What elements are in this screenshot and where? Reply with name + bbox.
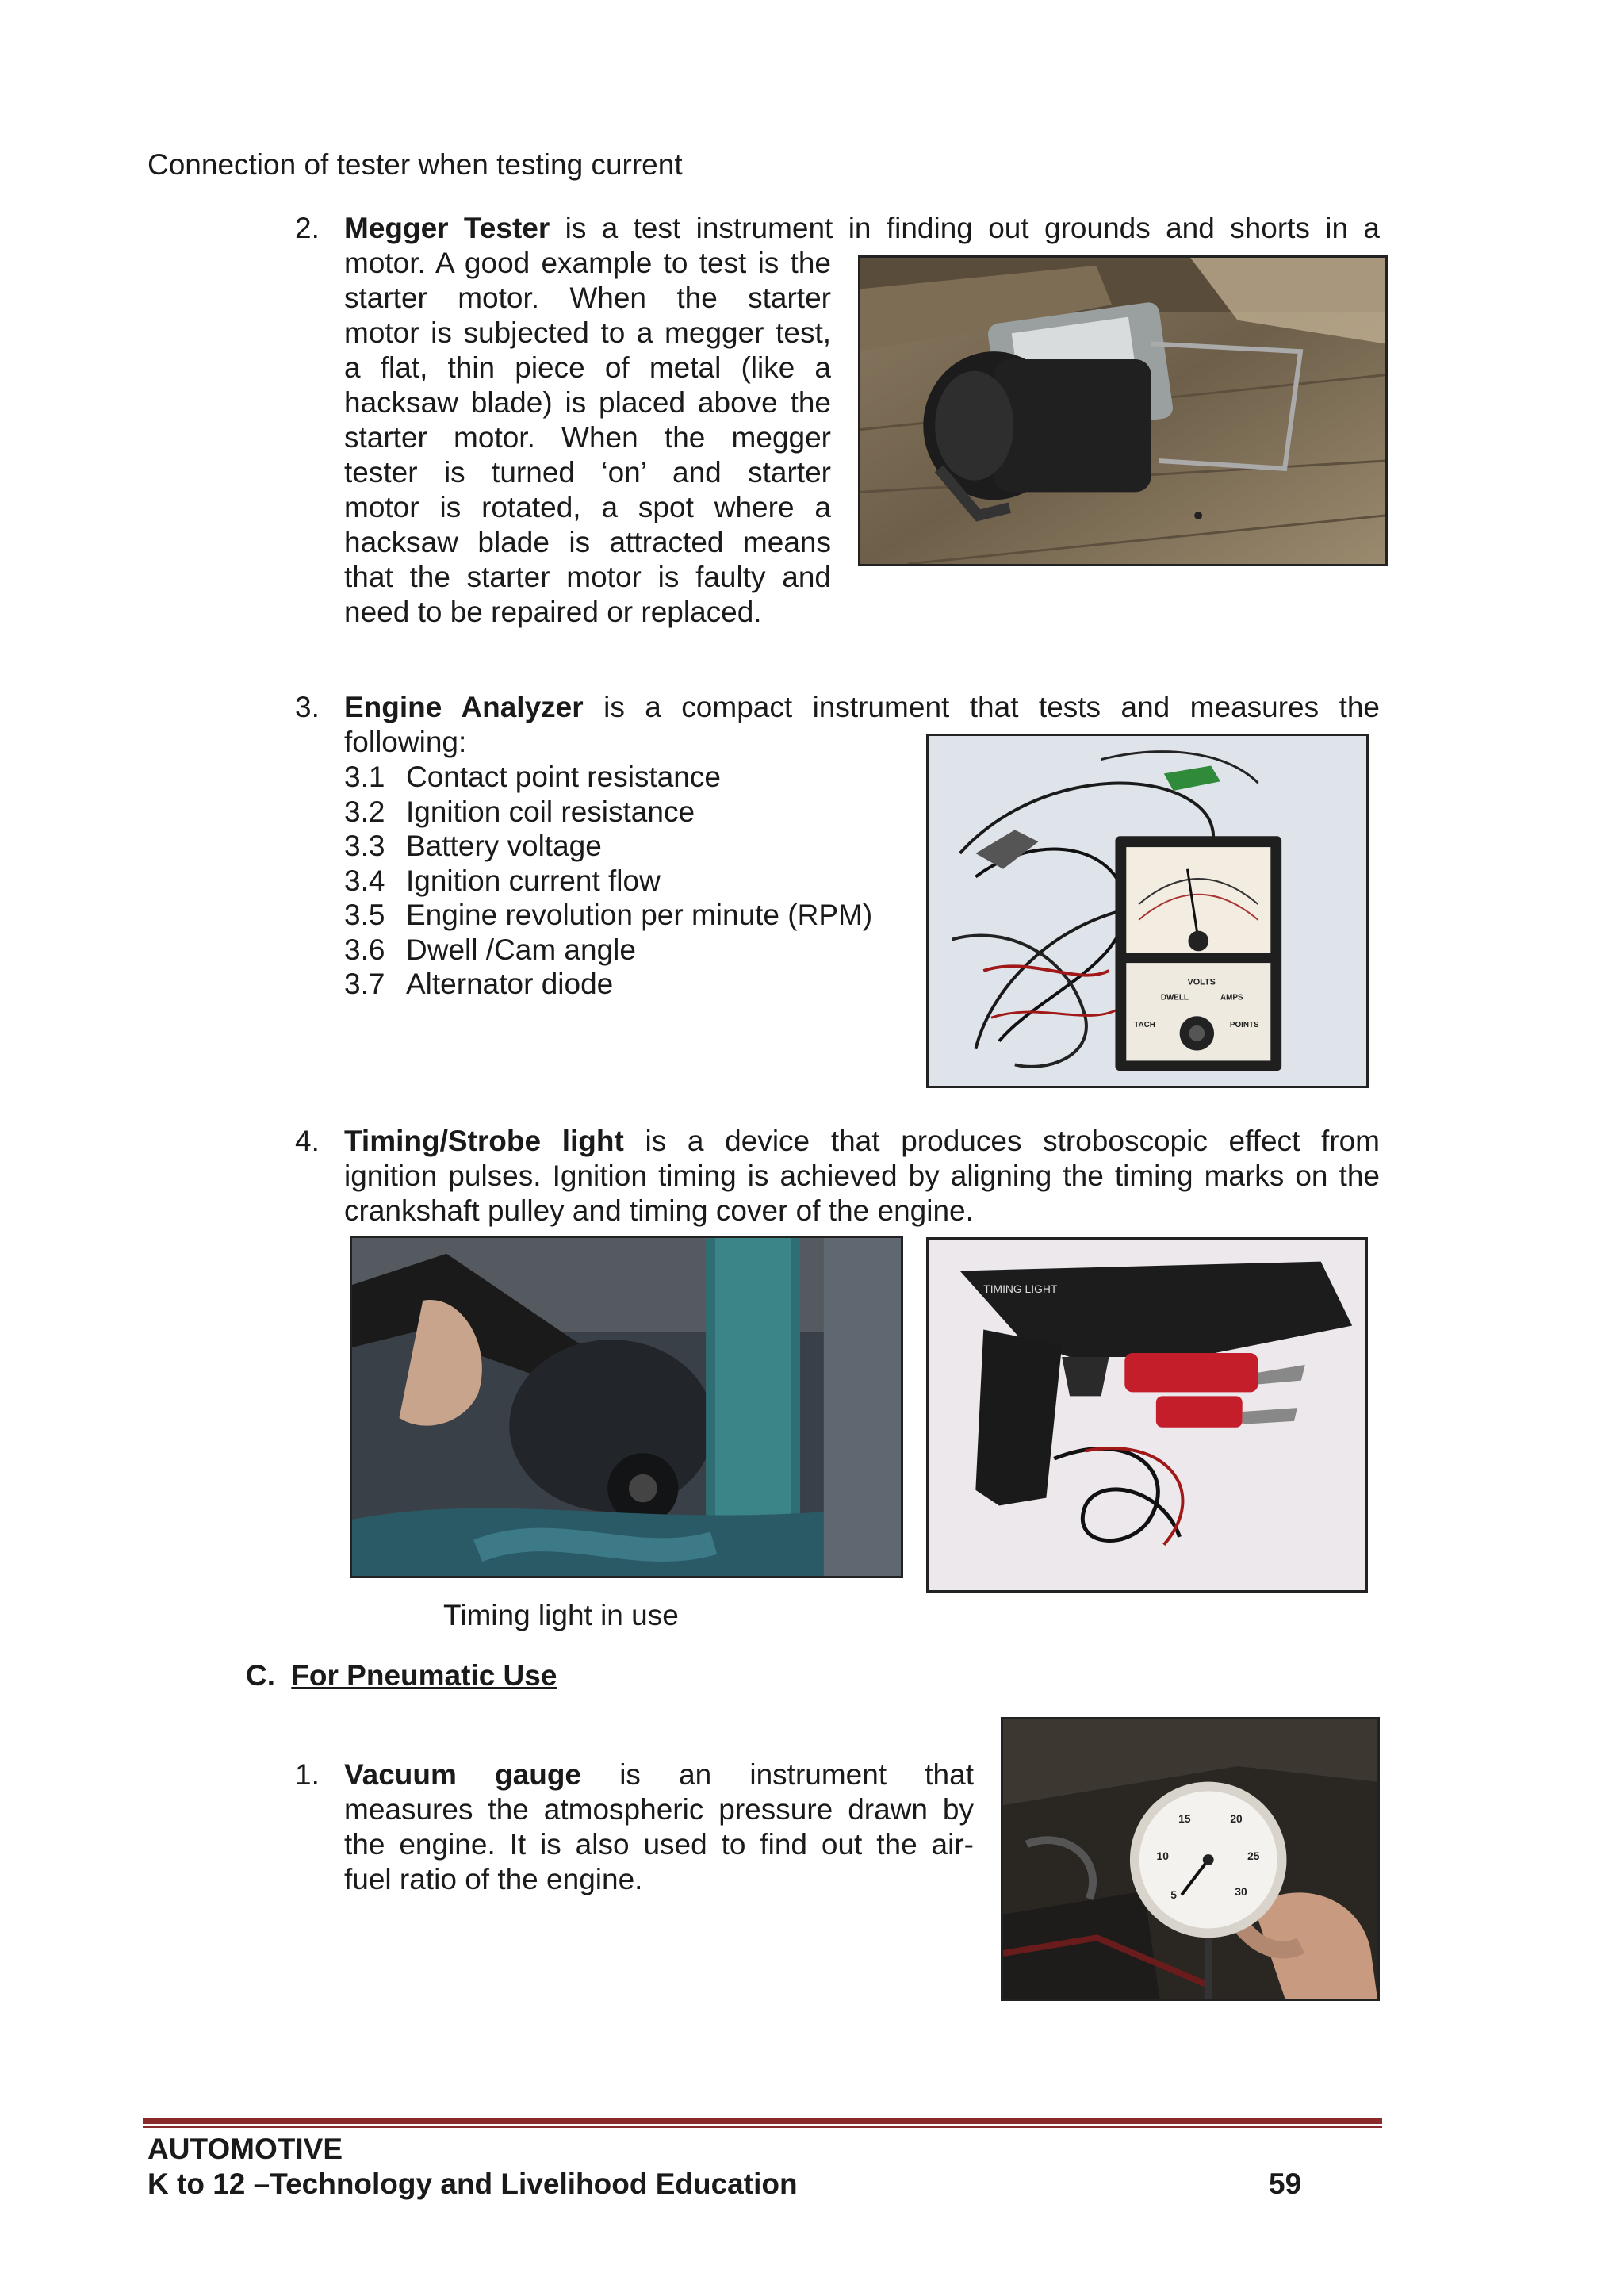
analyzer-label-dwell: DWELL <box>1160 993 1189 1002</box>
section-c-heading <box>246 1658 557 1693</box>
gauge-number: 10 <box>1156 1850 1169 1862</box>
list-item-text: Dwell /Cam angle <box>406 933 636 966</box>
section-c-letter: C. <box>246 1659 275 1692</box>
analyzer-label-volts: VOLTS <box>1187 977 1216 987</box>
list-item <box>344 864 872 899</box>
list-item-number: 3.2 <box>344 795 385 828</box>
vacuum-line: the engine. It is also used to find out the air- <box>344 1828 974 1861</box>
gauge-number: 5 <box>1170 1889 1178 1902</box>
list-item <box>344 829 872 864</box>
timing-intro-text: is a device that produces stroboscopic effect from <box>645 1125 1381 1157</box>
megger-line: starter motor. When the starter <box>344 282 831 314</box>
list-item <box>344 933 872 968</box>
list-item <box>344 967 872 1002</box>
megger-body <box>344 246 831 630</box>
list-item-number: 3.3 <box>344 830 385 862</box>
timing-light-in-use-photo <box>350 1236 903 1578</box>
vacuum-intro-text: is an instrument that <box>619 1758 974 1791</box>
analyzer-intro-text: is a compact instrument that tests and measures the <box>603 691 1381 723</box>
megger-line: need to be repaired or replaced. <box>344 596 762 628</box>
vacuum-gauge-photo <box>1001 1717 1380 2001</box>
item-number-megger: 2. <box>295 212 320 244</box>
megger-line: starter motor. When the megger <box>344 421 831 454</box>
megger-line: motor is subjected to a megger test, <box>344 316 831 349</box>
vacuum-title: Vacuum gauge <box>344 1758 582 1791</box>
vacuum-line: fuel ratio of the engine. <box>344 1863 643 1895</box>
analyzer-sublist <box>344 760 872 1002</box>
megger-line: motor. A good example to test is the <box>344 247 831 279</box>
analyzer-label-amps: AMPS <box>1220 993 1243 1002</box>
timing-line: crankshaft pulley and timing cover of the engine. <box>344 1194 974 1227</box>
timing-intro-line <box>344 1124 1380 1159</box>
top-caption: Connection of tester when testing current <box>147 148 683 181</box>
analyzer-second-line: following: <box>344 726 467 758</box>
timing-gun-label: TIMING LIGHT <box>983 1282 1058 1296</box>
timing-photo-caption: Timing light in use <box>443 1599 679 1631</box>
megger-intro-text: is a test instrument in finding out grounds and shorts in a <box>565 212 1380 244</box>
list-item-number: 3.4 <box>344 864 385 897</box>
megger-photo <box>858 255 1388 566</box>
list-item-number: 3.7 <box>344 968 385 1000</box>
list-item-text: Alternator diode <box>406 968 614 1000</box>
list-item-text: Ignition current flow <box>406 864 661 897</box>
section-c-title: For Pneumatic Use <box>291 1659 557 1692</box>
megger-line: a flat, thin piece of metal (like a <box>344 351 831 384</box>
analyzer-intro-line <box>344 690 1380 725</box>
item-number-vacuum: 1. <box>295 1758 320 1791</box>
vacuum-line: measures the atmospheric pressure drawn by <box>344 1793 974 1826</box>
item-number-timing: 4. <box>295 1125 320 1157</box>
gauge-number: 20 <box>1230 1812 1243 1825</box>
engine-analyzer-photo <box>926 734 1369 1088</box>
footer-rule-thick <box>143 2118 1382 2124</box>
analyzer-label-tach: TACH <box>1134 1021 1155 1030</box>
footer-rule-thin <box>143 2126 1382 2128</box>
analyzer-label-points: POINTS <box>1229 1021 1259 1030</box>
list-item-text: Ignition coil resistance <box>406 795 695 828</box>
megger-intro-line <box>344 211 1380 246</box>
list-item-text: Battery voltage <box>406 830 602 862</box>
analyzer-title: Engine Analyzer <box>344 691 584 723</box>
megger-title: Megger Tester <box>344 212 550 244</box>
gauge-number: 15 <box>1178 1812 1191 1825</box>
list-item-number: 3.1 <box>344 761 385 793</box>
list-item-number: 3.5 <box>344 899 385 931</box>
footer-title: AUTOMOTIVE <box>147 2133 343 2165</box>
item-number-analyzer: 3. <box>295 691 320 723</box>
list-item <box>344 898 872 933</box>
list-item-text: Engine revolution per minute (RPM) <box>406 899 873 931</box>
megger-line: tester is turned ‘on’ and starter <box>344 456 831 489</box>
list-item <box>344 795 872 830</box>
megger-line: hacksaw blade is attracted means <box>344 526 831 558</box>
timing-title: Timing/Strobe light <box>344 1125 624 1157</box>
timing-light-gun-photo <box>926 1237 1368 1593</box>
page-number: 59 <box>1269 2168 1302 2200</box>
megger-line: motor is rotated, a spot where a <box>344 491 831 523</box>
vacuum-intro-line <box>344 1757 974 1792</box>
list-item-text: Contact point resistance <box>406 761 721 793</box>
timing-line: ignition pulses. Ignition timing is achieved by aligning the timing marks on the <box>344 1159 1380 1192</box>
megger-line: hacksaw blade) is placed above the <box>344 386 831 419</box>
gauge-number: 30 <box>1235 1886 1247 1899</box>
list-item <box>344 760 872 795</box>
footer-subtitle: K to 12 –Technology and Livelihood Education <box>147 2168 798 2200</box>
list-item-number: 3.6 <box>344 933 385 966</box>
megger-line: that the starter motor is faulty and <box>344 561 831 593</box>
gauge-number: 25 <box>1247 1850 1260 1862</box>
